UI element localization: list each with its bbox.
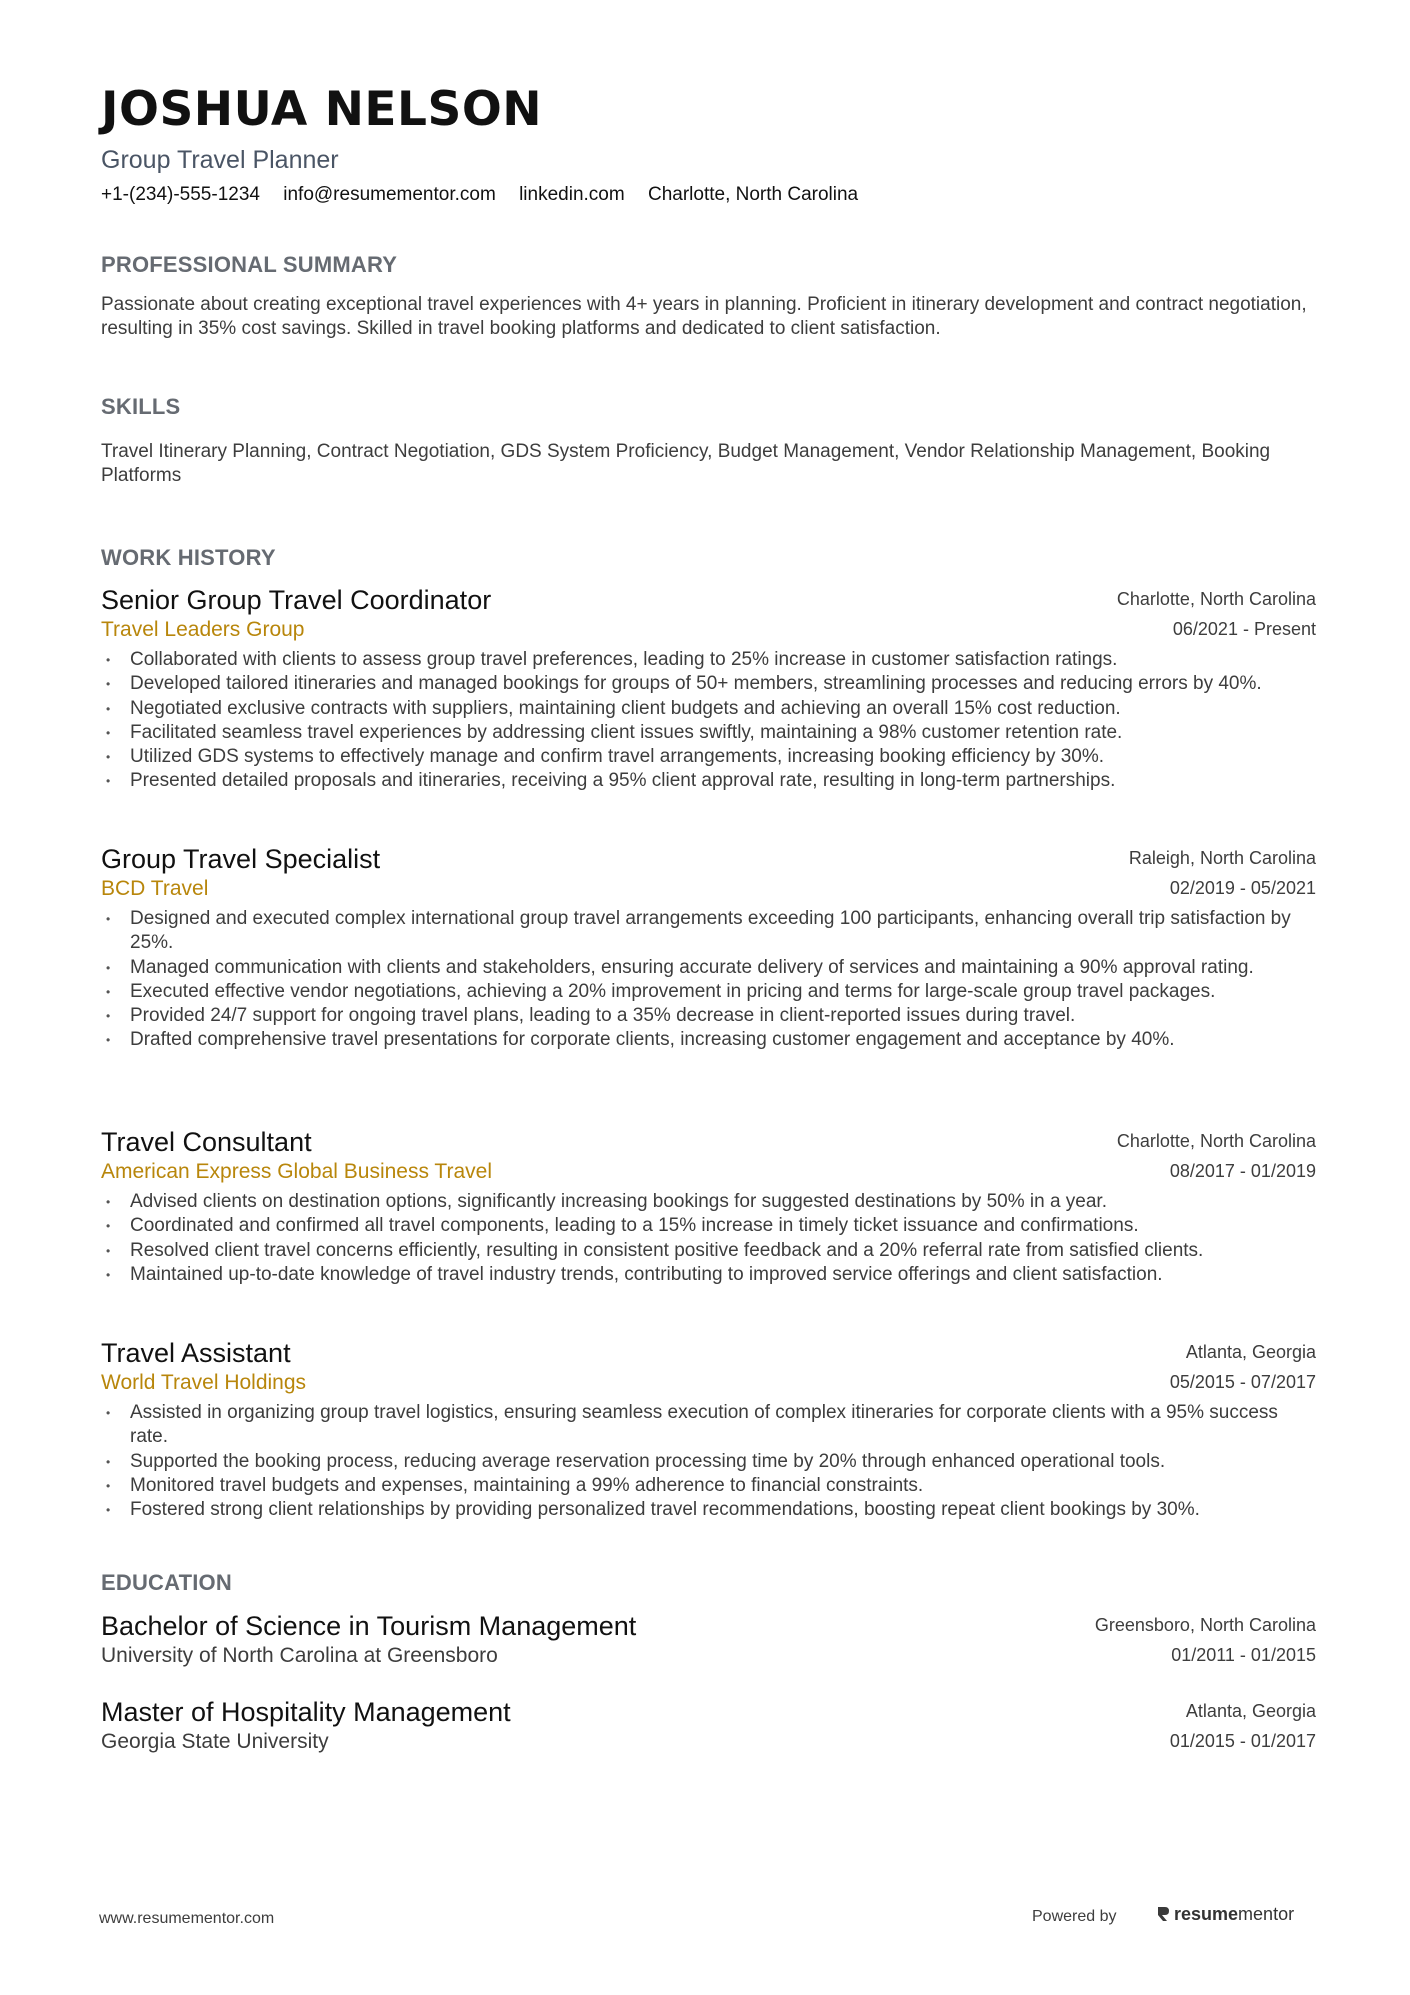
bullet-item: • Provided 24/7 support for ongoing travel plans, leading to a 35% decrease in client-reported issues during travel. <box>101 1004 1316 1028</box>
bullet-item: • Coordinated and confirmed all travel components, leading to a 15% increase in timely ticket issuance and confirmations. <box>101 1214 1316 1238</box>
degree-name: Bachelor of Science in Tourism Management <box>101 1611 637 1641</box>
company-name: American Express Global Business Travel <box>101 1160 492 1183</box>
bullet-item: • Developed tailored itineraries and managed bookings for groups of 50+ members, streamlining processes and reducing errors by 40%. <box>101 672 1316 696</box>
brand-logo[interactable] <box>1156 1904 1294 1925</box>
candidate-name: JOSHUA NELSON <box>101 82 543 137</box>
job-title: Senior Group Travel Coordinator <box>101 585 492 615</box>
job-location: Raleigh, North Carolina <box>1128 848 1316 868</box>
bullet-item: • Supported the booking process, reducing average reservation processing time by 20% through enhanced operational tools. <box>101 1450 1316 1474</box>
job-title: Group Travel Specialist <box>101 844 381 874</box>
company-name: Travel Leaders Group <box>101 618 305 641</box>
job-bullets <box>101 648 1316 794</box>
job-dates: 08/2017 - 01/2019 <box>1169 1161 1316 1181</box>
bullet-item: • Facilitated seamless travel experiences by addressing client issues swiftly, maintaining a 98% customer retention rate. <box>101 721 1316 745</box>
bullet-item: • Maintained up-to-date knowledge of travel industry trends, contributing to improved service offerings and client satisfaction. <box>101 1263 1316 1287</box>
bullet-item: • Presented detailed proposals and itineraries, receiving a 95% client approval rate, resulting in long-term partnerships. <box>101 769 1316 793</box>
bullet-item: • Collaborated with clients to assess group travel preferences, leading to 25% increase in customer satisfaction ratings. <box>101 648 1316 672</box>
work-history-heading: WORK HISTORY <box>101 545 276 570</box>
skills-heading: SKILLS <box>101 394 181 419</box>
email[interactable]: info@resumementor.com <box>283 184 496 205</box>
linkedin-link[interactable]: linkedin.com <box>519 184 625 205</box>
bullet-item: • Resolved client travel concerns efficiently, resulting in consistent positive feedback and a 20% referral rate from satisfied clients. <box>101 1239 1316 1263</box>
education-dates: 01/2015 - 01/2017 <box>1169 1731 1316 1751</box>
school-location: Atlanta, Georgia <box>1185 1701 1316 1721</box>
education-heading: EDUCATION <box>101 1570 232 1595</box>
job-dates: 06/2021 - Present <box>1172 619 1316 639</box>
powered-by-label: Powered by <box>1032 1908 1117 1925</box>
brand-text-part2: mentor <box>1238 1904 1295 1924</box>
brand-text-part1: resume <box>1174 1904 1239 1924</box>
phone: +1-(234)-555-1234 <box>101 184 260 205</box>
bullet-item: • Monitored travel budgets and expenses, maintaining a 99% adherence to financial constraints. <box>101 1474 1316 1498</box>
school-name: University of North Carolina at Greensboro <box>101 1644 498 1667</box>
summary-heading: PROFESSIONAL SUMMARY <box>101 252 398 277</box>
job-location: Charlotte, North Carolina <box>1116 1131 1316 1151</box>
contact-line <box>101 184 876 206</box>
company-name: World Travel Holdings <box>101 1371 307 1394</box>
summary-text: Passionate about creating exceptional travel experiences with 4+ years in planning. Proficient in itinerary development and contract negotiation, resulting in 35% cost savings. Skilled in travel booking platforms and dedicated to client satisfaction. <box>101 294 1307 339</box>
education-dates: 01/2011 - 01/2015 <box>1171 1645 1316 1665</box>
location: Charlotte, North Carolina <box>647 184 859 205</box>
job-location: Atlanta, Georgia <box>1185 1342 1316 1362</box>
degree-name: Master of Hospitality Management <box>101 1697 511 1727</box>
job-title: Travel Assistant <box>101 1338 291 1368</box>
bullet-item: • Negotiated exclusive contracts with suppliers, maintaining client budgets and achieving an overall 15% cost reduction. <box>101 697 1316 721</box>
bullet-item: • Executed effective vendor negotiations, achieving a 20% improvement in pricing and terms for large-scale group travel packages. <box>101 980 1316 1004</box>
job-bullets <box>101 1401 1316 1522</box>
job-title-headline: Group Travel Planner <box>101 146 339 174</box>
bullet-item: • Drafted comprehensive travel presentations for corporate clients, increasing customer engagement and acceptance by 40%. <box>101 1028 1316 1052</box>
job-dates: 05/2015 - 07/2017 <box>1169 1372 1316 1392</box>
bullet-item: • Advised clients on destination options, significantly increasing bookings for suggested destinations by 50% in a year. <box>101 1190 1316 1214</box>
school-name: Georgia State University <box>101 1730 329 1753</box>
resumementor-logo-icon <box>1156 1905 1170 1923</box>
bullet-item: • Assisted in organizing group travel logistics, ensuring seamless execution of complex itineraries for corporate clients with a 95% success rate. <box>101 1401 1316 1450</box>
company-name: BCD Travel <box>101 877 209 900</box>
bullet-item: • Designed and executed complex international group travel arrangements exceeding 100 participants, enhancing overall trip satisfaction by 25%. <box>101 907 1316 956</box>
bullet-item: • Fostered strong client relationships by providing personalized travel recommendations, boosting repeat client bookings by 30%. <box>101 1498 1316 1522</box>
bullet-item: • Managed communication with clients and stakeholders, ensuring accurate delivery of services and maintaining a 90% approval rating. <box>101 956 1316 980</box>
job-bullets <box>101 907 1316 1053</box>
footer-website-link[interactable]: www.resumementor.com <box>99 1910 275 1927</box>
job-location: Charlotte, North Carolina <box>1116 589 1316 609</box>
job-dates: 02/2019 - 05/2021 <box>1169 878 1316 898</box>
school-location: Greensboro, North Carolina <box>1094 1615 1316 1635</box>
skills-text: Travel Itinerary Planning, Contract Negotiation, GDS System Proficiency, Budget Management, Vendor Relationship Management, Booking Platforms <box>101 441 1271 486</box>
job-title: Travel Consultant <box>101 1127 312 1157</box>
bullet-item: • Utilized GDS systems to effectively manage and confirm travel arrangements, increasing booking efficiency by 30%. <box>101 745 1316 769</box>
job-bullets <box>101 1190 1316 1287</box>
